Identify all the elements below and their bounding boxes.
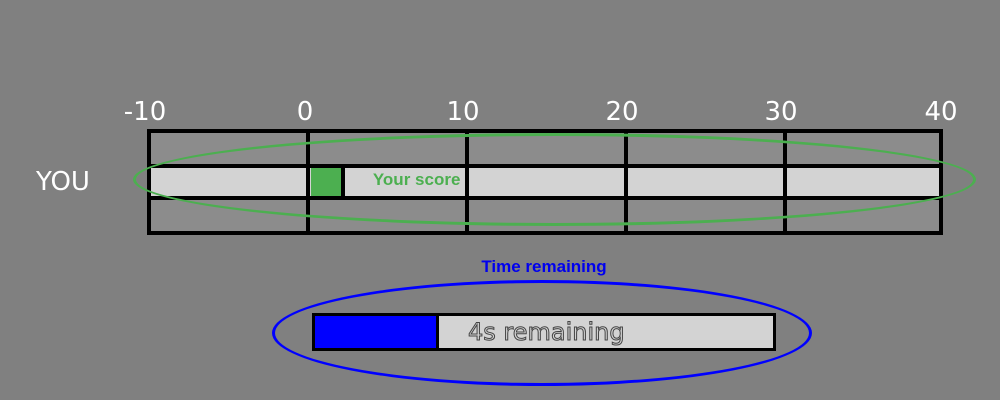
tick-label-40: 40 [924, 97, 958, 127]
player-label: YOU [36, 167, 90, 197]
tick-label-neg10: -10 [123, 97, 167, 127]
tick-label-30: 30 [764, 97, 798, 127]
timer-text: 4s remaining [468, 318, 625, 346]
tick-label-0: 0 [296, 97, 314, 127]
time-remaining-caption: Time remaining [481, 257, 607, 276]
timer-highlight-ellipse [272, 280, 812, 386]
tick-label-10: 10 [446, 97, 480, 127]
tick-label-20: 20 [605, 97, 639, 127]
score-highlight-ellipse [133, 133, 976, 226]
score-caption: Your score [372, 170, 461, 189]
